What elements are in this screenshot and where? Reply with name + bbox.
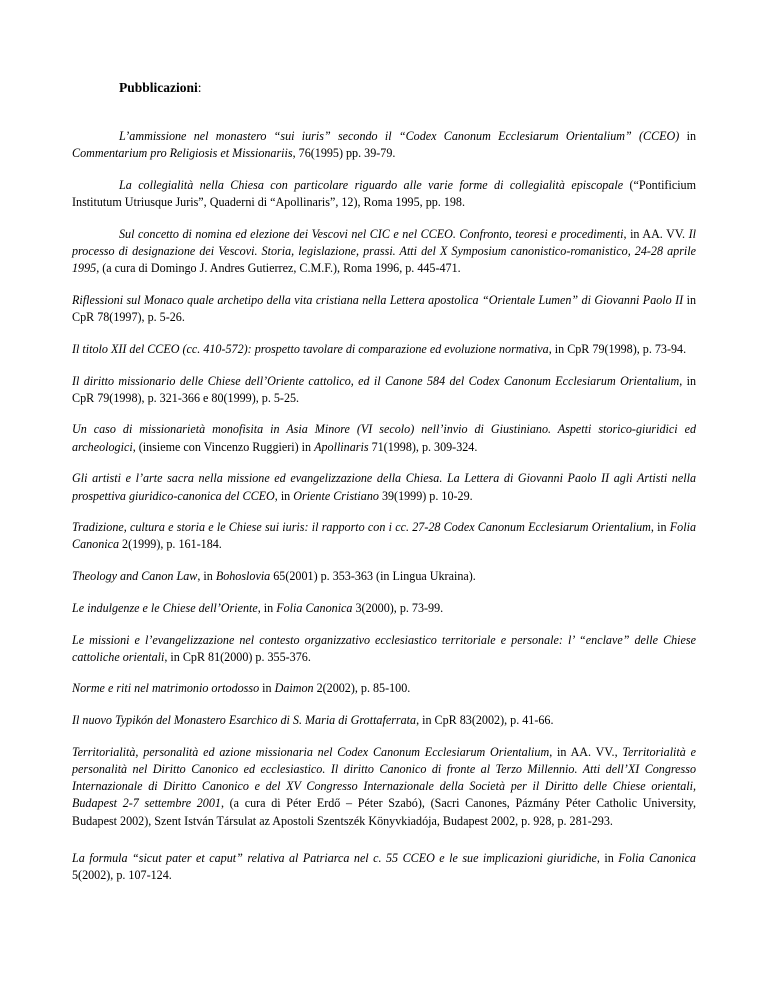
entry-title-italic: Territorialità e personalità nel Diritto Canonico ed ecclesiastico. Il diritto Canonico di fronte al Terzo Millennio. Atti dell’XI Congresso Internazionale di Diritto Canonico e del XV Congresso Internazionale della Società per il Diritto delle Chiese orientali, Budapest 2-7 settembre 2001	[72, 744, 697, 811]
entry-title-italic: Il titolo XII del CCEO (cc. 410-572): prospetto tavolare di comparazione ed evoluzione normativa	[72, 341, 549, 356]
publication-entry	[72, 568, 696, 585]
entry-title-italic: Norme e riti nel matrimonio ortodosso	[72, 681, 260, 696]
entry-text: , in AA. VV.	[623, 226, 689, 241]
entry-title-italic: Gli artisti e l’arte sacra nella missione ed evangelizzazione della Chiesa. La Lettera di Giovanni Paolo II agli Artisti nella prospettiva giuridico-canonica del CCEO	[72, 471, 696, 503]
heading-colon: :	[197, 80, 202, 95]
entry-title-italic: Theology and Canon Law	[72, 569, 198, 584]
publication-entry	[72, 519, 696, 553]
entry-text: , in CpR 83(2002), p. 41-66.	[416, 713, 554, 728]
entry-title-italic: La formula “sicut pater et caput” relativa al Patriarca nel c. 55 CCEO e le sue implicazioni giuridiche	[72, 850, 597, 865]
entry-text: , in	[650, 520, 670, 535]
publication-entry	[72, 292, 696, 326]
entry-text: in CpR 78(1997), p. 5-26.	[72, 292, 696, 325]
heading-label: Pubblicazioni	[119, 80, 198, 95]
publication-entry	[72, 744, 696, 830]
entry-text: , in CpR 79(1998), p. 73-94.	[548, 341, 687, 356]
publication-entry	[72, 470, 696, 504]
entry-title-italic: Oriente Cristiano	[293, 488, 379, 503]
publication-entry	[72, 226, 696, 278]
entry-title-italic: Riflessioni sul Monaco quale archetipo della vita cristiana nella Lettera apostolica “Orientale Lumen” di Giovanni Paolo II	[72, 292, 684, 307]
entry-text: , in	[596, 850, 619, 865]
entry-title-italic: Folia Canonica	[276, 600, 353, 615]
entry-title-italic: Il nuovo Typikón del Monastero Esarchico di S. Maria di Grottaferrata	[72, 713, 417, 728]
publication-entry	[72, 850, 696, 884]
entry-title-italic: Territorialità, personalità ed azione missionaria nel Codex Canonum Ecclesiarum Orientalium	[72, 744, 550, 759]
entry-text: , (a cura di Péter Erdő – Péter Szabó), (Sacri Canones, Pázmány Péter Catholic University, Budapest 2002), Szent István Társulat az Apostoli Szentszék Könyvkiadója, Budapest 2002, p. 928, p. 281-293.	[72, 796, 696, 828]
entry-text: 65(2001) p. 353-363 (in Lingua Ukraina).	[270, 569, 476, 584]
entry-title-italic: La collegialità nella Chiesa con particolare riguardo alle varie forme di collegialità episcopale	[119, 177, 624, 192]
entry-title-italic: Folia Canonica	[72, 520, 696, 552]
entry-title-italic: L’ammissione nel monastero “sui iuris” secondo il “Codex Canonum Ecclesiarum Orientalium” (CCEO)	[119, 129, 680, 143]
entry-text: in	[679, 129, 696, 143]
entry-title-italic: Il processo di designazione dei Vescovi. Storia, legislazione, prassi. Atti del X Symposium canonistico-romanistico, 24-28 aprile 1995	[72, 226, 696, 276]
publication-entry	[72, 712, 696, 729]
entry-title-italic: Le indulgenze e le Chiese dell’Oriente	[72, 600, 258, 615]
entry-title-italic: Folia Canonica	[618, 850, 696, 865]
entry-text: 2(1999), p. 161-184.	[119, 537, 222, 552]
entry-text: , in AA. VV.,	[549, 744, 623, 759]
entry-text: , in	[274, 488, 294, 503]
entry-text: in	[259, 681, 275, 696]
entry-text: 39(1999) p. 10-29.	[378, 488, 473, 503]
entry-title-italic: Sul concetto di nomina ed elezione dei Vescovi nel CIC e nel CCEO. Confronto, teoresi e procedimenti	[119, 226, 624, 241]
entry-text: , (a cura di Domingo J. Andres Gutierrez, C.M.F.), Roma 1996, p. 445-471.	[96, 261, 461, 276]
entry-text: (“Pontificium Institutum Utriusque Juris”, Quaderni di “Apollinaris”, 12), Roma 1995, pp. 198.	[72, 177, 697, 210]
entry-title-italic: Le missioni e l’evangelizzazione nel contesto organizzativo ecclesiastico territoriale e personale: l’ “enclave” delle Chiese cattoliche orientali	[72, 632, 696, 664]
publication-entry	[72, 128, 696, 162]
publication-entry	[72, 680, 696, 697]
entry-text: 71(1998), p. 309-324.	[368, 439, 478, 454]
entry-title-italic: Tradizione, cultura e storia e le Chiese sui iuris: il rapporto con i cc. 27-28 Codex Canonum Ecclesiarum Orientalium	[72, 520, 651, 535]
entry-text: 2(2002), p. 85-100.	[313, 681, 411, 696]
entry-title-italic: Il diritto missionario delle Chiese dell’Oriente cattolico, ed il Canone 584 del Codex Canonum Ecclesiarum Orientalium	[72, 373, 680, 388]
publication-entry	[72, 632, 696, 666]
entry-text: , 76(1995) pp. 39-79.	[292, 146, 396, 161]
entry-text: , (insieme con Vincenzo Ruggieri) in	[132, 439, 315, 454]
entry-title-italic: Daimon	[274, 681, 314, 696]
publication-entry	[72, 373, 696, 407]
entry-text: , in CpR 81(2000) p. 355-376.	[164, 649, 311, 664]
entry-title-italic: Bohoslovia	[215, 569, 271, 584]
entry-text: 3(2000), p. 73-99.	[352, 600, 444, 615]
publication-entry	[72, 177, 696, 211]
publication-entry	[72, 600, 696, 617]
entry-text: , in	[197, 569, 216, 584]
entry-text: , in CpR 79(1998), p. 321-366 e 80(1999), p. 5-25.	[72, 373, 696, 405]
publication-entry	[72, 421, 696, 455]
entry-text: , in	[257, 600, 277, 615]
entry-title-italic: Un caso di missionarietà monofisita in Asia Minore (VI secolo) nell’invio di Giustiniano. Aspetti storico-giuridici ed archeologici	[72, 422, 696, 454]
entry-title-italic: Apollinaris	[314, 439, 369, 454]
section-heading	[119, 80, 202, 96]
entry-title-italic: Commentarium pro Religiosis et Missionariis	[72, 146, 293, 161]
entry-text: 5(2002), p. 107-124.	[72, 868, 172, 883]
publication-list	[72, 128, 696, 899]
publication-entry	[72, 341, 696, 358]
